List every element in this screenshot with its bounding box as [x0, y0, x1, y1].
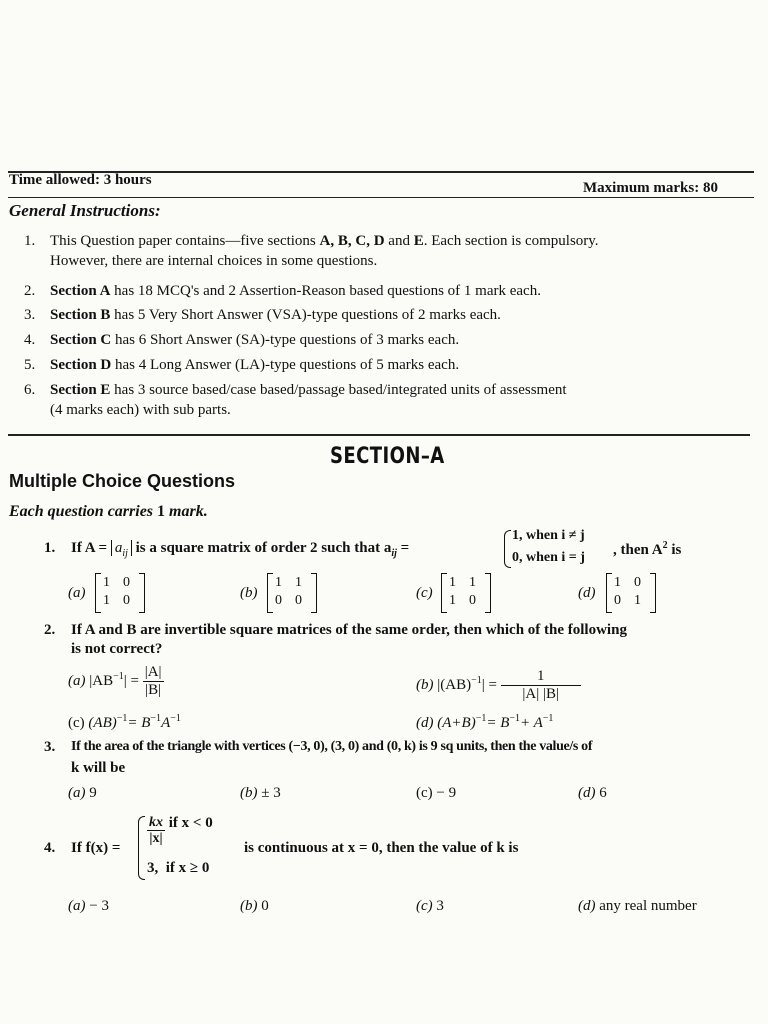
question-3-line-1: If the area of the triangle with vertices (−3, 0), (3, 0) and (0, k) is 9 sq units, then the value/s of [71, 739, 593, 754]
q1-option-d-label: (d) [578, 585, 596, 601]
q1-option-a-matrix [95, 573, 145, 611]
instruction-text: has 18 MCQ's and 2 Assertion-Reason based questions of 1 mark each. [110, 283, 541, 299]
instruction-number: 2. [24, 283, 36, 299]
question-4-number: 4. [44, 840, 56, 856]
question-1-number: 1. [44, 540, 56, 556]
question-2-line-2: is not correct? [71, 641, 163, 657]
question-4-stem: If f(x) = [71, 840, 121, 856]
q2-c-rhs: A [161, 715, 171, 731]
option-text: 6 [599, 785, 607, 801]
note-number: 1 [157, 503, 166, 520]
option-text: − 3 [89, 898, 109, 914]
q4-option-d [578, 898, 697, 915]
q2-option-a: (a) $|AB^{-1}|$ = $\frac{|A|}{|B|}$ [68, 664, 162, 698]
instruction-text: This Question paper contains—five sections [50, 233, 320, 249]
option-label: (c) [416, 785, 433, 801]
q2-a-denominator: |B| [145, 682, 162, 698]
instruction-number: 4. [24, 332, 36, 348]
q1-text: , then A [613, 542, 663, 558]
section-rule [8, 434, 750, 436]
instruction-text: has 5 Very Short Answer (VSA)-type questions of 2 marks each. [110, 307, 501, 323]
instruction-section-name: Section D [50, 357, 112, 373]
section-title: SECTION–A [330, 444, 445, 469]
q1-text: If A = [71, 540, 111, 556]
option-text: 3 [436, 898, 444, 914]
maximum-marks: Maximum marks: 80 [583, 180, 718, 196]
q2-c-rhs: = B [127, 715, 151, 731]
matrix-cell: 1 [103, 593, 110, 608]
matrix-cell: 0 [634, 575, 641, 590]
q4-case-2-value: 3, [147, 860, 159, 876]
instruction-number: 6. [24, 382, 36, 398]
q2-b-denominator: |A| |B| [522, 686, 559, 702]
option-label: (c) [68, 715, 85, 731]
instruction-text: and [384, 233, 414, 249]
instruction-number: 3. [24, 307, 36, 323]
q2-a-lhs: |AB [89, 673, 114, 689]
option-text: 0 [261, 898, 269, 914]
instruction-section-name: Section B [50, 307, 111, 323]
q2-option-c: (c) $(AB)^{-1}= B^{-1}A^{-1}$ [68, 713, 181, 731]
q2-b-lhs: |(AB) [437, 677, 472, 693]
option-label: (a) [68, 672, 86, 689]
matrix-cell: 0 [614, 593, 621, 608]
q4-brace [138, 816, 145, 880]
q4-case-1-condition: if x < 0 [168, 815, 213, 831]
matrix-cell: 1 [449, 575, 456, 590]
option-label: (a) [68, 898, 86, 914]
instruction-2 [24, 281, 754, 301]
q1-text: is a square matrix of order 2 such that a [131, 540, 392, 556]
q1-text: = [396, 540, 410, 556]
q2-b-numerator: 1 [501, 668, 581, 686]
question-1-stem: If $A = a_{ij}$ is a square matrix of order 2 such that $a_{ij}$ = [71, 540, 410, 559]
q3-option-c [416, 785, 456, 802]
matrix-cell: 0 [123, 575, 130, 590]
option-label: (c) [416, 898, 433, 914]
general-instructions-title: General Instructions: [9, 201, 161, 220]
q1-aij: a [114, 540, 123, 556]
instruction-text: (4 marks each) with sub parts. [50, 402, 231, 418]
q3-option-a [68, 785, 97, 802]
option-label: (a) [68, 785, 86, 801]
question-3-line-2: k will be [71, 760, 126, 776]
instruction-text: has 4 Long Answer (LA)-type questions of 5 marks each. [111, 357, 460, 373]
instruction-4 [24, 330, 754, 350]
question-4-stem-end: is continuous at x = 0, then the value of k is [244, 840, 519, 856]
q2-a-numerator: |A| [144, 664, 162, 680]
matrix-cell: 0 [469, 593, 476, 608]
instruction-3 [24, 305, 754, 325]
matrix-cell: 0 [123, 593, 130, 608]
note-text: mark. [165, 503, 208, 520]
header-rule [8, 197, 754, 198]
instruction-sections: A, B, C, D [319, 233, 385, 249]
q4-case-1-numerator: kx [149, 815, 163, 830]
q4-case-1-denominator: |x| [149, 831, 163, 846]
matrix-cell: 1 [614, 575, 621, 590]
q2-option-b: (b) |(AB)$^{-1}$| = $\frac{1}{|A| |B|}$ [416, 668, 581, 703]
instruction-number: 1. [24, 233, 36, 249]
option-text: − 9 [436, 785, 457, 801]
q1-option-a-label: (a) [68, 585, 86, 601]
question-3-number: 3. [44, 739, 56, 755]
q2-option-d: (d) $(A+B)^{-1}= B^{-1}+ A^{-1}$ [416, 713, 554, 731]
instruction-section-name: Section C [50, 332, 112, 348]
q4-case-2 [147, 860, 209, 877]
q1-option-c-matrix [441, 573, 491, 611]
q2-d-text: (A+B) [437, 715, 476, 731]
question-2-line-1: If A and B are invertible square matrices of the same order, then which of the following [71, 622, 627, 638]
q1-case-2: 0, when i = j [512, 550, 585, 565]
matrix-cell: 1 [469, 575, 476, 590]
instruction-sections: E [413, 233, 424, 249]
instruction-number: 5. [24, 357, 36, 373]
option-label: (d) [416, 715, 434, 731]
matrix-cell: 0 [295, 593, 302, 608]
instruction-text: has 6 Short Answer (SA)-type questions of 3 marks each. [111, 332, 460, 348]
matrix-cell: 1 [295, 575, 302, 590]
instruction-text: However, there are internal choices in some questions. [50, 253, 378, 269]
option-label: (b) [240, 785, 258, 801]
q3-option-d [578, 785, 607, 802]
instruction-text: . Each section is compulsory. [423, 233, 599, 249]
q2-c-text: (AB) [88, 715, 117, 731]
option-text: 9 [89, 785, 97, 801]
q4-case-2-condition: if x ≥ 0 [165, 860, 210, 876]
q1-stem-end: , then $A^2$ is [613, 540, 682, 558]
q4-option-b [240, 898, 269, 915]
q2-d-rhs: = B [486, 715, 510, 731]
q1-case-1: 1, when i ≠ j [512, 528, 585, 543]
instruction-5 [24, 355, 754, 375]
option-label: (b) [416, 676, 434, 693]
q1-option-b-matrix [267, 573, 317, 611]
section-subtitle: Multiple Choice Questions [9, 471, 236, 491]
matrix-cell: 0 [275, 593, 282, 608]
matrix-cell: 1 [634, 593, 641, 608]
matrix-cell: 1 [449, 593, 456, 608]
option-label: (d) [578, 785, 596, 801]
q1-option-c-label: (c) [416, 585, 433, 601]
option-text: ± 3 [261, 785, 281, 801]
q4-option-c [416, 898, 444, 915]
q1-text: is [667, 542, 682, 558]
matrix-cell: 1 [275, 575, 282, 590]
option-label: (d) [578, 898, 596, 914]
q2-d-rhs: + A [520, 715, 543, 731]
section-note [9, 503, 208, 521]
instruction-section-name: Section A [50, 283, 111, 299]
instruction-6 [24, 380, 754, 420]
instruction-section-name: Section E [50, 382, 111, 398]
q1-brace [504, 530, 511, 568]
matrix-cell: 1 [103, 575, 110, 590]
note-text: Each question carries [9, 503, 158, 520]
q4-case-1 [147, 815, 213, 846]
q3-option-b [240, 785, 281, 802]
instruction-1 [24, 231, 754, 271]
q4-option-a [68, 898, 109, 915]
option-text: any real number [599, 898, 697, 914]
instruction-text: has 3 source based/case based/passage based/integrated units of assessment [110, 382, 567, 398]
option-label: (b) [240, 898, 258, 914]
q1-option-b-label: (b) [240, 585, 258, 601]
q1-option-d-matrix [606, 573, 656, 611]
question-2-number: 2. [44, 622, 56, 638]
time-allowed: Time allowed: 3 hours [9, 172, 152, 188]
